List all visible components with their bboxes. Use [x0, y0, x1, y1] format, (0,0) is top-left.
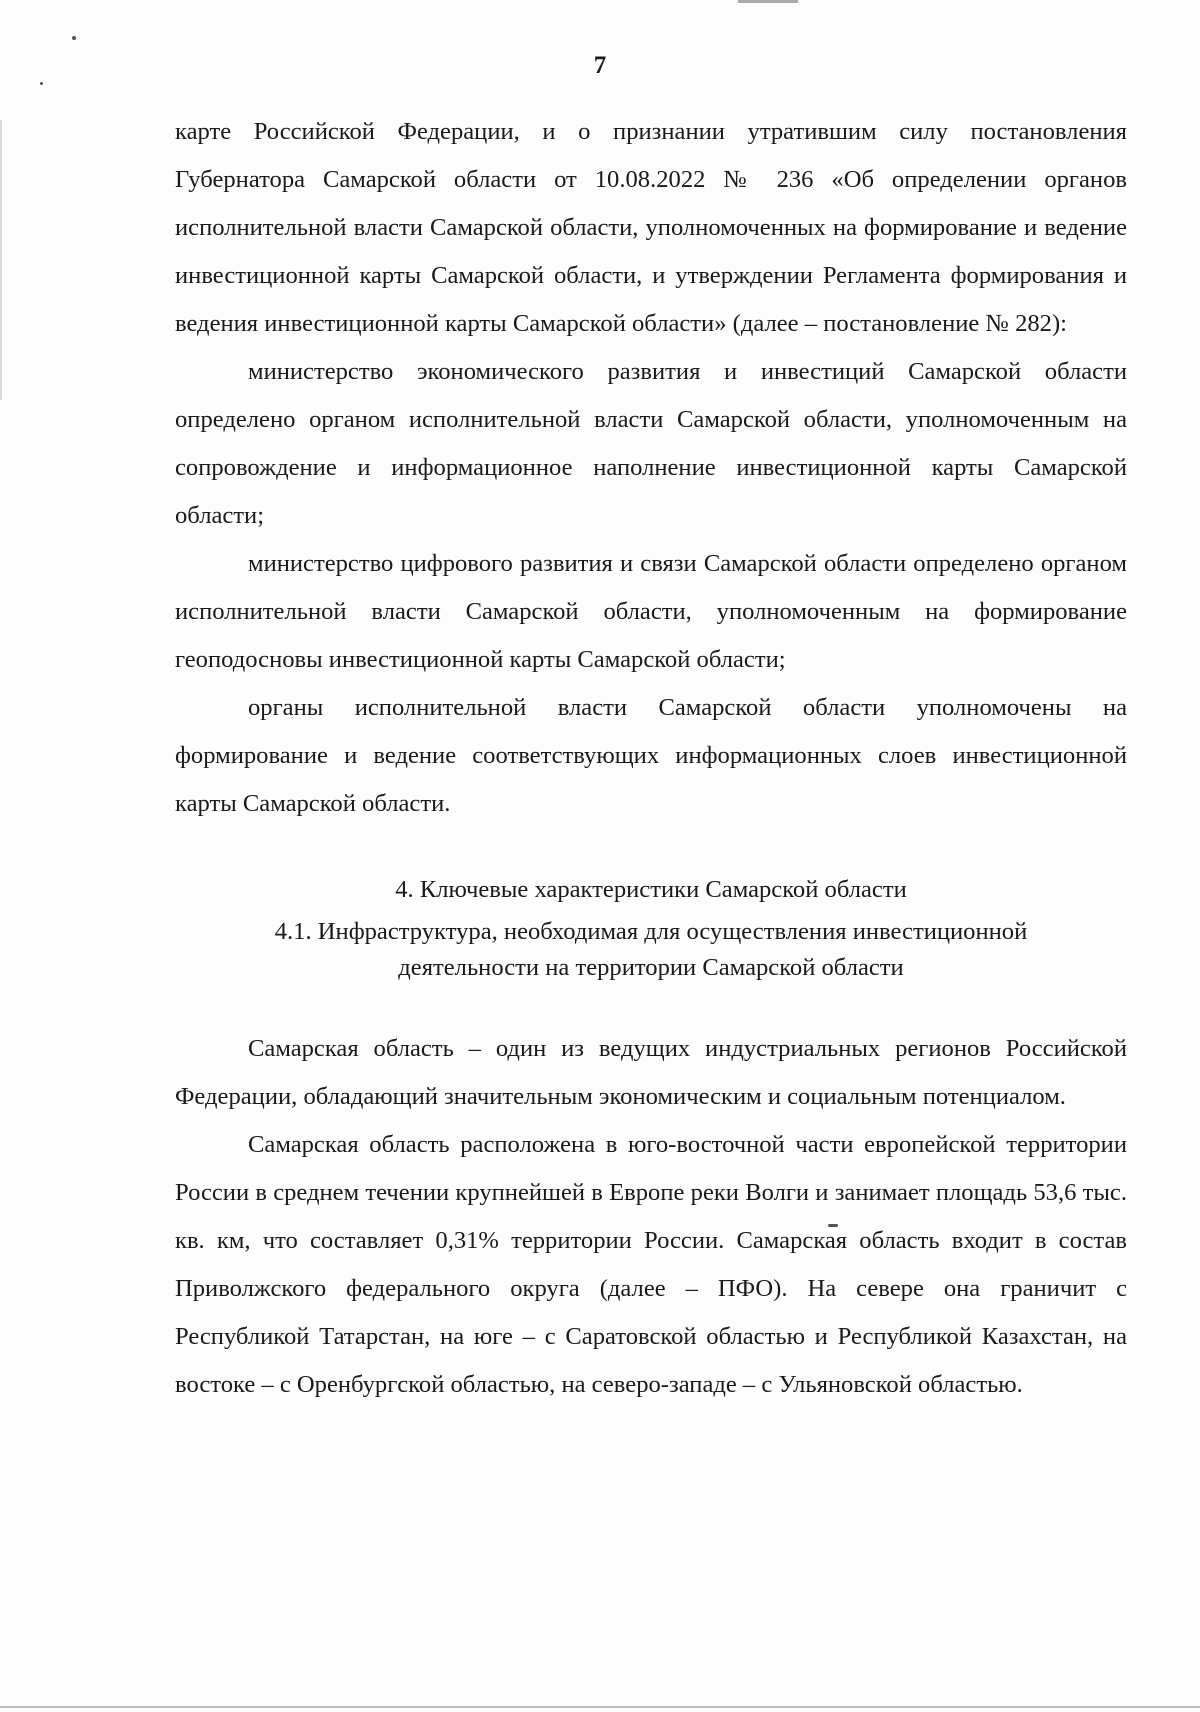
paragraph-region-overview: Самарская область – один из ведущих индустриальных регионов Российской Федерации, обладающий значительным экономическим и социальным потенциалом. — [175, 1035, 1127, 1110]
scan-footer-line — [0, 1706, 1200, 1708]
scan-speck — [40, 82, 43, 85]
paragraph-ministry-digital: министерство цифрового развития и связи Самарской области определено органом исполнительной власти Самарской области, уполномоченным на формирование геоподосновы инвестиционной карты Самарской области; — [175, 550, 1127, 673]
document-body — [175, 108, 1127, 1409]
page-number: 7 — [593, 52, 607, 79]
paragraph-ministry-economy: министерство экономического развития и инвестиций Самарской области определено органом исполнительной власти Самарской области, уполномоченным на сопровождение и информационное наполнение инвестиционной карты Самарской области; — [175, 358, 1127, 529]
scan-header-smudge — [738, 0, 798, 3]
subsection-heading-line-1: 4.1. Инфраструктура, необходимая для осуществления инвестиционной — [274, 918, 1028, 945]
subsection-heading — [175, 914, 1127, 986]
scan-edge-line — [0, 120, 2, 400]
paragraph-continuation: карте Российской Федерации, и о признании утратившим силу постановления Губернатора Самарской области от 10.08.2022 № 236 «Об определении органов исполнительной власти Самарской области, уполномоченных на формирование и ведение инвестиционной карты Самарской области, и утверждении Регламента формирования и ведения инвестиционной карты Самарской области» (далее – постановление № 282): — [175, 118, 1127, 337]
section-heading: 4. Ключевые характеристики Самарской области — [395, 876, 907, 903]
paragraph-executive-bodies: органы исполнительной власти Самарской области уполномочены на формирование и ведение соответствующих информационных слоев инвестиционной карты Самарской области. — [175, 694, 1127, 817]
subsection-heading-line-2: деятельности на территории Самарской области — [398, 954, 904, 981]
paragraph-region-geography: Самарская область расположена в юго-восточной части европейской территории России в среднем течении крупнейшей в Европе реки Волги и занимает площадь 53,6 тыс. кв. км, что составляет 0,31% территории России. Самарская область входит в состав Приволжского федерального округа (далее – ПФО). На севере она граничит с Республикой Татарстан, на юге – с Саратовской областью и Республикой Казахстан, на востоке – с Оренбургской областью, на северо-западе – с Ульяновской областью. — [175, 1131, 1127, 1398]
scan-speck — [72, 36, 76, 40]
